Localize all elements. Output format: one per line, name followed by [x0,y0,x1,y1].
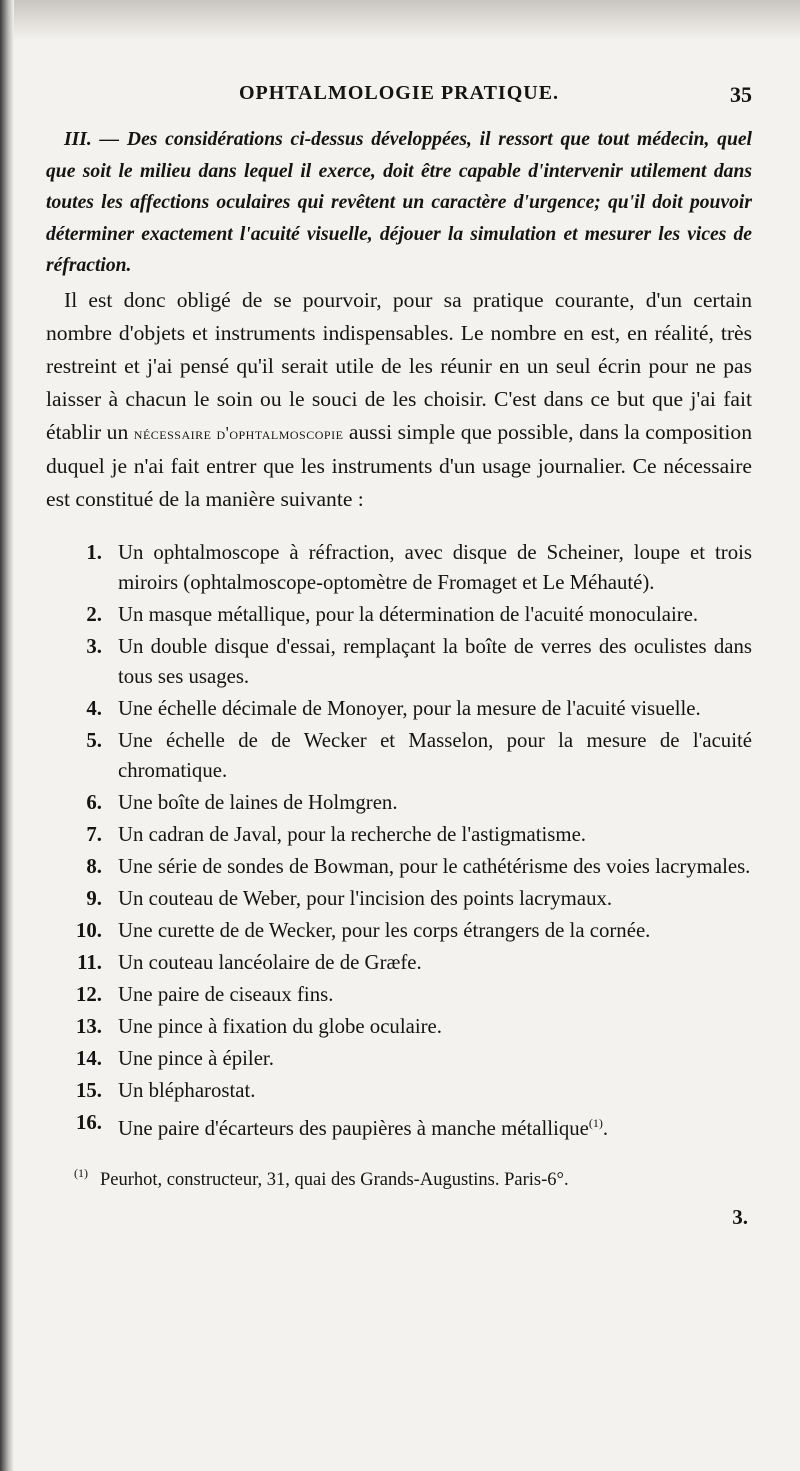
page-number: 35 [730,82,752,107]
list-item [46,1012,752,1042]
footnote-mark: (1) [74,1165,88,1180]
item-number: 2 . [46,600,102,630]
item-text: Une série de sondes de Bowman, pour le cathétérisme des voies lacrymales. [118,854,751,878]
list-item [46,852,752,882]
instrument-list [46,538,752,1144]
list-item [46,1044,752,1074]
list-item [46,980,752,1010]
item-number: 14 . [46,1044,102,1074]
intro-paragraph: III. — Des considérations ci-dessus développées, il ressort que tout médecin, quel que soit le milieu dans lequel il exerce, doit être capable d'intervenir utilement dans toutes les affections oculaires qui revêtent un caractère d'urgence; qu'il doit pouvoir déterminer exactement l'acuité visuelle, déjouer la simulation et mesurer les vices de réfraction. [46,129,752,277]
body-paragraph [46,284,752,516]
item-text: Une pince à fixation du globe oculaire. [118,1014,442,1038]
item-number: 9 . [46,884,102,914]
item-text: Une curette de de Wecker, pour les corps étrangers de la cornée. [118,918,651,942]
footnote [46,1165,752,1191]
book-page [46,78,752,1230]
paragraph-smallcaps: nécessaire d'ophtalmoscopie [133,422,344,443]
list-item [46,726,752,786]
list-item [46,538,752,598]
item-text: Un double disque d'essai, remplaçant la boîte de verres des oculistes dans tous ses usages. [118,634,752,688]
item-number: 3 . [46,632,102,662]
item-text: Une paire d'écarteurs des paupières à manche métallique [118,1116,589,1140]
item-number: 6 . [46,788,102,818]
item-text: Un blépharostat. [118,1078,256,1102]
paragraph-before: Il est donc obligé de se pourvoir, pour sa pratique courante, d'un certain nombre d'objets et instruments indispensables. Le nombre en est, en réalité, très restreint et j'ai pensé qu'il serait utile de les réunir en un seul écrin pour ne pas laisser à chacun le soin ou le souci de les choisir. C'est dans ce but que j'ai fait établir un [46,287,752,444]
paragraph-after: aussi simple que possible, dans la composition duquel je n'ai fait entrer que les instruments d'un usage journalier. Ce nécessaire est constitué de la manière suivante : [46,419,753,511]
item-text: Un couteau de Weber, pour l'incision des points lacrymaux. [118,886,613,910]
item-number: 15 . [46,1076,102,1106]
item-number: 10 . [46,916,102,946]
signature-mark: 3. [732,1204,748,1229]
item-number: 11 . [46,948,102,978]
item-number: 5 . [46,726,102,756]
item-text: Une paire de ciseaux fins. [118,982,334,1006]
item-number: 13 . [46,1012,102,1042]
footnote-reference: (1) [588,1115,603,1130]
item-number: 8 . [46,852,102,882]
scan-top-shadow [0,0,800,40]
item-text: Une échelle de de Wecker et Masselon, pour la mesure de l'acuité chromatique. [118,728,752,782]
item-number: 12 . [46,980,102,1010]
list-item [46,948,752,978]
list-item [46,884,752,914]
footnote-text: Peurhot, constructeur, 31, quai des Grands-Augustins. Paris-6°. [100,1169,569,1190]
list-item [46,694,752,724]
running-title: OPHTALMOLOGIE PRATIQUE. [238,82,560,104]
item-text: Une échelle décimale de Monoyer, pour la mesure de l'acuité visuelle. [118,696,701,720]
list-item [46,788,752,818]
item-text: Une pince à épiler. [118,1046,274,1070]
page-header [46,78,752,118]
item-text: Un cadran de Javal, pour la recherche de l'astigmatisme. [118,822,587,846]
list-item [46,600,752,630]
item-text: Un couteau lancéolaire de de Græfe. [118,950,422,974]
item-number: 1 . [46,538,102,568]
scan-binding-shadow [0,0,14,1471]
list-item [46,916,752,946]
list-item [46,820,752,850]
item-number: 7 . [46,820,102,850]
list-item [46,632,752,692]
item-text: Un masque métallique, pour la détermination de l'acuité monoculaire. [118,602,699,626]
item-number: 4 . [46,694,102,724]
item-number: 16 . [46,1108,102,1138]
list-item: 16 . Une paire d'écarteurs des paupières à manche métallique$^{(1)}$. [46,1108,752,1144]
item-text: Une boîte de laines de Holmgren. [118,790,398,814]
list-item [46,1076,752,1106]
item-text: Un ophtalmoscope à réfraction, avec disque de Scheiner, loupe et trois miroirs (ophtalmoscope-optomètre de Fromaget et Le Méhauté). [118,540,752,594]
